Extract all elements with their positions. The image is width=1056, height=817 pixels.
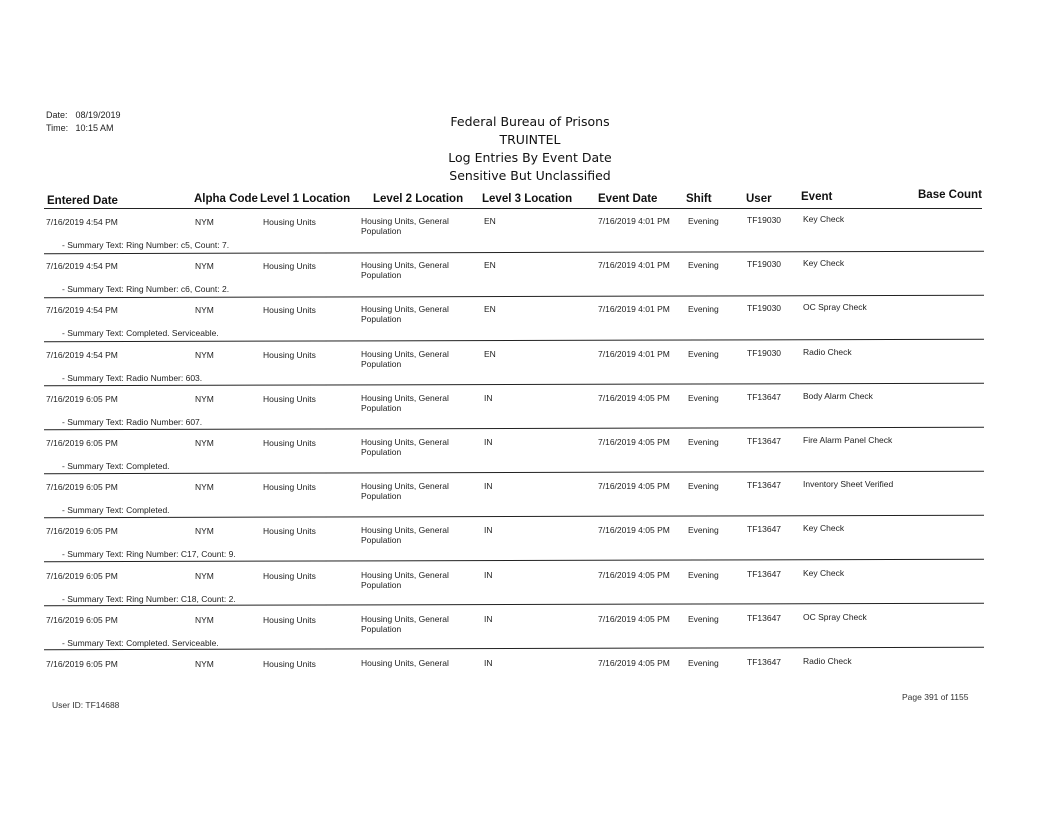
cell-event: Key Check — [803, 567, 845, 578]
cell-event-date: 7/16/2019 4:05 PM — [598, 658, 670, 668]
cell-event: OC Spray Check — [803, 611, 867, 622]
row-summary-text: - Summary Text: Ring Number: c5, Count: 7. — [62, 240, 230, 250]
cell-level2: Housing Units, General Population — [361, 216, 449, 236]
footer-user-id — [52, 700, 119, 710]
cell-event: Key Check — [803, 214, 845, 224]
row-separator — [44, 427, 984, 430]
cell-level2: Housing Units, General Population — [361, 613, 449, 634]
cell-level2: Housing Units, General Population — [361, 348, 449, 369]
col-user: User — [746, 193, 772, 205]
row-summary-text: - Summary Text: Radio Number: 607. — [62, 416, 203, 427]
cell-event-date: 7/16/2019 4:05 PM — [598, 437, 670, 447]
cell-shift: Evening — [688, 569, 719, 580]
cell-user: TF13647 — [747, 436, 782, 446]
row-separator — [44, 295, 984, 298]
cell-event-date: 7/16/2019 4:01 PM — [598, 216, 670, 226]
cell-level3: IN — [484, 437, 493, 447]
cell-user: TF19030 — [747, 303, 782, 314]
cell-user: TF13647 — [747, 391, 782, 402]
cell-alpha-code: NYM — [195, 659, 214, 669]
cell-entered-date: 7/16/2019 4:54 PM — [46, 349, 118, 360]
row-summary-text: - Summary Text: Ring Number: C18, Count: 2. — [62, 593, 236, 604]
cell-event-date: 7/16/2019 4:01 PM — [598, 348, 670, 359]
cell-level2: Housing Units, General Population — [361, 481, 449, 502]
cell-entered-date: 7/16/2019 6:05 PM — [46, 526, 118, 537]
date-label: Date: — [46, 110, 68, 120]
row-separator — [44, 603, 984, 606]
cell-level1: Housing Units — [263, 526, 316, 537]
cell-level1: Housing Units — [263, 349, 316, 360]
report-time — [46, 123, 114, 133]
col-level1-location: Level 1 Location — [260, 193, 351, 205]
cell-user: TF13647 — [747, 480, 782, 491]
row-summary-text: - Summary Text: Completed. — [62, 505, 170, 516]
cell-entered-date: 7/16/2019 6:05 PM — [46, 438, 118, 448]
row-summary-text: - Summary Text: Completed. Serviceable. — [62, 637, 219, 648]
cell-event: Inventory Sheet Verified — [803, 479, 894, 490]
cell-entered-date: 7/16/2019 4:54 PM — [46, 261, 118, 272]
row-summary-text: - Summary Text: Ring Number: c6, Count: 2. — [62, 284, 230, 295]
cell-level2: Housing Units, General Population — [361, 304, 449, 325]
cell-user: TF13647 — [747, 657, 782, 667]
cell-event-date: 7/16/2019 4:05 PM — [598, 481, 670, 492]
user-id-value: TF14688 — [85, 700, 120, 710]
cell-level3: IN — [484, 658, 493, 668]
col-shift: Shift — [686, 193, 712, 205]
cell-entered-date: 7/16/2019 6:05 PM — [46, 482, 118, 493]
cell-user: TF13647 — [747, 612, 782, 623]
row-separator — [44, 339, 984, 342]
col-entered-date: Entered Date — [47, 195, 118, 207]
cell-shift: Evening — [688, 481, 719, 492]
report-title-name: Log Entries By Event Date — [448, 150, 612, 165]
cell-shift: Evening — [688, 348, 719, 359]
cell-level1: Housing Units — [263, 482, 316, 493]
row-summary-text: - Summary Text: Ring Number: C17, Count: 9. — [62, 549, 236, 560]
cell-shift: Evening — [688, 613, 719, 624]
cell-shift: Evening — [688, 260, 719, 271]
cell-user: TF19030 — [747, 215, 782, 225]
cell-level2: Housing Units, General Population — [361, 525, 449, 546]
cell-alpha-code: NYM — [195, 217, 214, 227]
cell-level2: Housing Units, General — [361, 658, 449, 668]
cell-event-date: 7/16/2019 4:05 PM — [598, 392, 670, 403]
row-separator — [44, 251, 984, 254]
cell-alpha-code: NYM — [195, 393, 214, 404]
cell-shift: Evening — [688, 525, 719, 536]
cell-alpha-code: NYM — [195, 614, 214, 625]
cell-event: Body Alarm Check — [803, 390, 873, 401]
cell-level1: Housing Units — [263, 438, 316, 448]
cell-alpha-code: NYM — [195, 349, 214, 360]
cell-user: TF19030 — [747, 259, 782, 270]
row-separator — [44, 559, 984, 562]
date-value: 08/19/2019 — [75, 110, 121, 120]
cell-level1: Housing Units — [263, 614, 316, 625]
cell-entered-date: 7/16/2019 4:54 PM — [46, 305, 118, 316]
col-event-date: Event Date — [598, 193, 658, 205]
row-separator — [44, 471, 984, 474]
cell-event-date: 7/16/2019 4:01 PM — [598, 260, 670, 271]
cell-event: Key Check — [803, 523, 845, 534]
cell-level2: Housing Units, General Population — [361, 437, 449, 457]
col-event: Event — [801, 191, 833, 203]
cell-event: Radio Check — [803, 346, 852, 357]
cell-level3: IN — [484, 525, 493, 536]
cell-alpha-code: NYM — [195, 305, 214, 316]
col-alpha-code: Alpha Code — [194, 193, 258, 205]
cell-event-date: 7/16/2019 4:05 PM — [598, 613, 670, 624]
cell-event-date: 7/16/2019 4:05 PM — [598, 569, 670, 580]
cell-user: TF19030 — [747, 347, 782, 358]
cell-alpha-code: NYM — [195, 570, 214, 581]
col-level2-location: Level 2 Location — [373, 193, 464, 205]
cell-alpha-code: NYM — [195, 482, 214, 493]
cell-shift: Evening — [688, 658, 719, 668]
cell-alpha-code: NYM — [195, 261, 214, 272]
row-summary-text: - Summary Text: Completed. — [62, 461, 170, 471]
cell-shift: Evening — [688, 216, 719, 226]
cell-entered-date: 7/16/2019 6:05 PM — [46, 614, 118, 625]
cell-shift: Evening — [688, 437, 719, 447]
cell-level1: Housing Units — [263, 570, 316, 581]
row-summary-text: - Summary Text: Completed. Serviceable. — [62, 328, 219, 339]
cell-level3: EN — [484, 260, 496, 271]
cell-event: OC Spray Check — [803, 302, 867, 313]
cell-level3: IN — [484, 392, 493, 403]
cell-level2: Housing Units, General Population — [361, 392, 449, 413]
report-title-system: TRUINTEL — [499, 132, 561, 147]
cell-alpha-code: NYM — [195, 438, 214, 448]
report-title-agency: Federal Bureau of Prisons — [450, 114, 610, 129]
cell-alpha-code: NYM — [195, 526, 214, 537]
row-separator — [44, 515, 984, 518]
cell-user: TF13647 — [747, 568, 782, 579]
cell-event: Key Check — [803, 258, 845, 269]
cell-level2: Housing Units, General Population — [361, 569, 449, 590]
time-value: 10:15 AM — [75, 123, 114, 133]
cell-entered-date: 7/16/2019 6:05 PM — [46, 659, 118, 669]
cell-level1: Housing Units — [263, 261, 316, 272]
cell-level1: Housing Units — [263, 659, 316, 669]
cell-level3: IN — [484, 613, 493, 624]
cell-level3: EN — [484, 304, 496, 315]
cell-level2: Housing Units, General Population — [361, 260, 449, 281]
cell-entered-date: 7/16/2019 6:05 PM — [46, 393, 118, 404]
cell-entered-date: 7/16/2019 6:05 PM — [46, 570, 118, 581]
cell-event: Radio Check — [803, 656, 852, 666]
cell-level3: IN — [484, 569, 493, 580]
report-title-classification: Sensitive But Unclassified — [449, 168, 611, 183]
user-id-label: User ID: — [52, 700, 84, 710]
cell-shift: Evening — [688, 392, 719, 403]
cell-level3: EN — [484, 216, 496, 226]
cell-level1: Housing Units — [263, 217, 316, 227]
cell-entered-date: 7/16/2019 4:54 PM — [46, 217, 118, 227]
cell-level3: IN — [484, 481, 493, 492]
row-separator — [44, 383, 984, 386]
cell-event: Fire Alarm Panel Check — [803, 435, 893, 445]
cell-level1: Housing Units — [263, 393, 316, 404]
report-date — [46, 110, 121, 120]
cell-level3: EN — [484, 348, 496, 359]
page-number: Page 391 of 1155 — [902, 692, 969, 702]
cell-level1: Housing Units — [263, 305, 316, 316]
cell-event-date: 7/16/2019 4:05 PM — [598, 525, 670, 536]
row-summary-text: - Summary Text: Radio Number: 603. — [62, 372, 203, 383]
cell-event-date: 7/16/2019 4:01 PM — [598, 304, 670, 315]
col-base-count: Base Count — [918, 189, 982, 201]
col-level3-location: Level 3 Location — [482, 193, 573, 205]
cell-user: TF13647 — [747, 524, 782, 535]
header-rule — [44, 208, 982, 209]
time-label: Time: — [46, 123, 69, 133]
cell-shift: Evening — [688, 304, 719, 315]
